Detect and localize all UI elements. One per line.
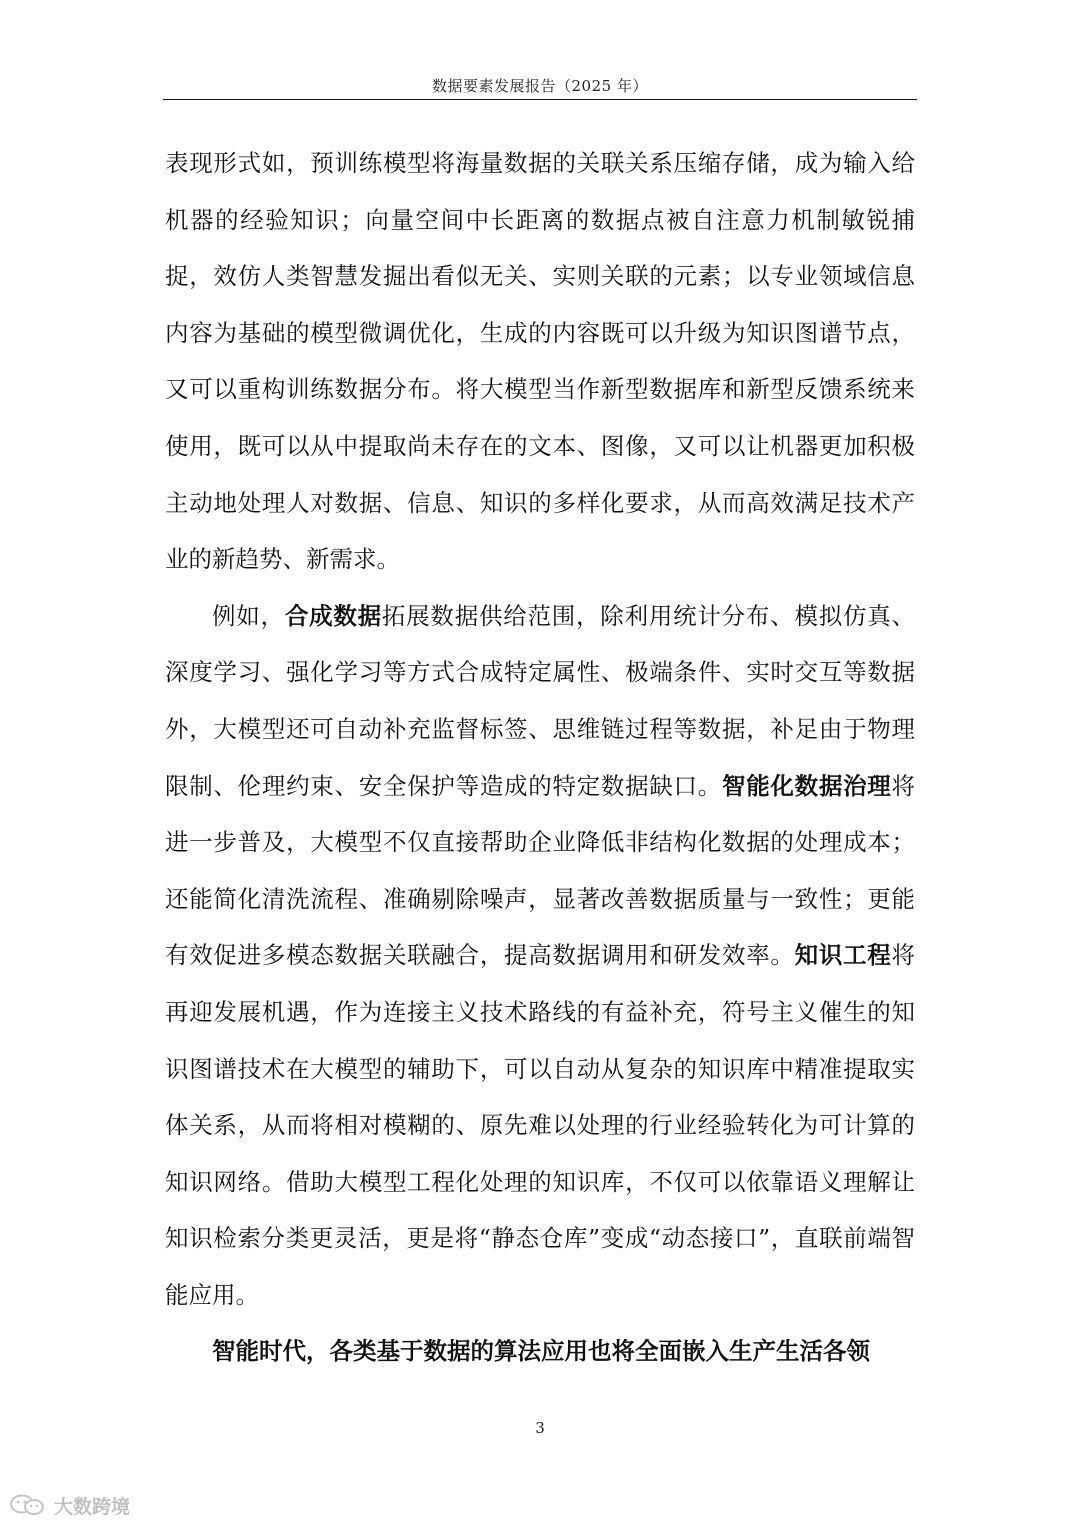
text-run: 拓展数据供给范围，除利用统计分布、模拟仿真、深度学习、强化学习等方式合成特定属性、极端条件、实时交互等数据外，大模型还可自动补充监督标签、思维链过程等数据，补足由于物理限制、伦理约束、安全保护等造成的特定数据缺口。 [165, 601, 916, 800]
watermark [8, 1490, 130, 1520]
bold-keyword: 智能时代，各类基于数据的算法应用也将全面嵌入生产生活各领 [212, 1337, 870, 1366]
paragraph-2 [165, 588, 915, 1324]
text-run: 表现形式如，预训练模型将海量数据的关联关系压缩存储，成为输入给机器的经验知识；向量空间中长距离的数据点被自注意力机制敏锐捕捉，效仿人类智慧发掘出看似无关、实则关联的元素；以专业领域信息内容为基础的模型微调优化，生成的内容既可以升级为知识图谱节点，又可以重构训练数据分布。将大模型当作新型数据库和新型反馈系统来使用，既可以从中提取尚未存在的文本、图像，又可以让机器更加积极主动地处理人对数据、信息、知识的多样化要求，从而高效满足技术产业的新趋势、新需求。 [165, 149, 915, 574]
document-body [165, 135, 915, 1380]
wechat-logo-icon [8, 1493, 48, 1517]
bold-keyword: 知识工程 [794, 941, 892, 970]
bold-keyword: 智能化数据治理 [721, 771, 892, 800]
text-run: 将再迎发展机遇，作为连接主义技术路线的有益补充，符号主义催生的知识图谱技术在大模型的辅助下，可以自动从复杂的知识库中精准提取实体关系，从而将相对模糊的、原先难以处理的行业经验转化为可计算的知识网络。借助大模型工程化处理的知识库，不仅可以依靠语义理解让知识检索分类更灵活，更是将“静态仓库”变成“动态接口”，直联前端智能应用。 [165, 941, 916, 1309]
page-number: 3 [535, 1419, 545, 1437]
watermark-text: 大数跨境 [54, 1495, 131, 1518]
running-header: 数据要素发展报告（2025 年） [432, 77, 648, 95]
text-run: 将进一步普及，大模型不仅直接帮助企业降低非结构化数据的处理成本；还能简化清洗流程、准确剔除噪声，显著改善数据质量与一致性；更能有效促进多模态数据关联融合，提高数据调用和研发效率。 [165, 771, 916, 970]
bold-keyword: 合成数据 [284, 601, 382, 630]
paragraph-3 [165, 1323, 915, 1380]
header-divider [163, 99, 917, 100]
text-run: 例如， [212, 601, 285, 630]
paragraph-1 [165, 135, 915, 588]
